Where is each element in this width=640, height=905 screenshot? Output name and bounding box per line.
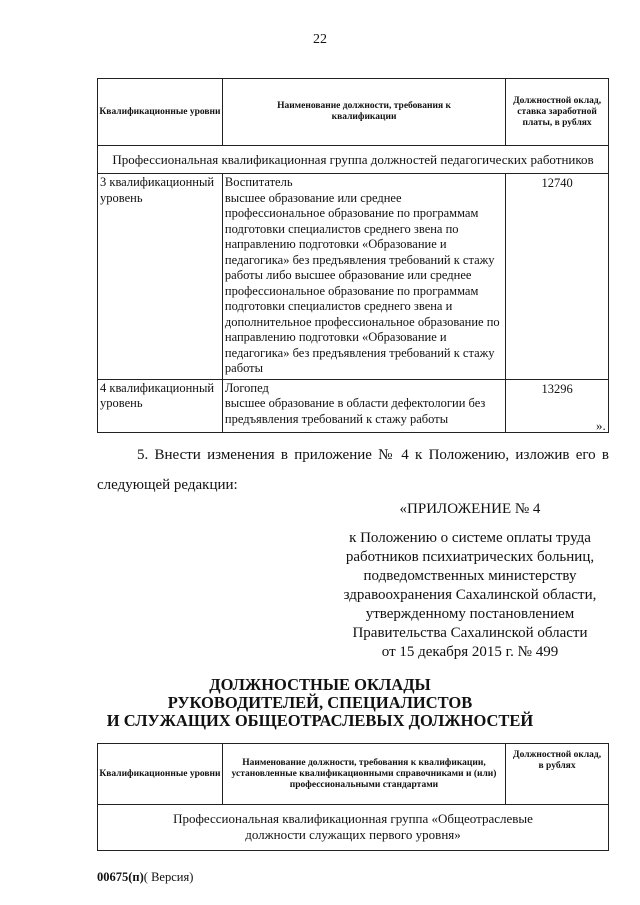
row-position-cell <box>222 379 505 432</box>
salary-table-general <box>97 743 609 851</box>
closing-quote-mark: ». <box>596 418 606 433</box>
footer <box>97 870 193 885</box>
row-salary: 12740 <box>506 174 609 380</box>
table-header-row <box>98 79 609 146</box>
section-title-line: РУКОВОДИТЕЛЕЙ, СПЕЦИАЛИСТОВ <box>167 693 473 712</box>
appendix-line: подведомственных министерству <box>363 568 577 584</box>
section-title-line: И СЛУЖАЩИХ ОБЩЕОТРАСЛЕВЫХ ДОЛЖНОСТЕЙ <box>106 711 534 730</box>
header-salary: Должностной оклад, ставка заработной платы, в рублях <box>506 79 609 146</box>
paragraph-5: 5. Внести изменения в приложение № 4 к Положению, изложив его в следующей редакции: <box>97 447 609 493</box>
appendix-heading: «ПРИЛОЖЕНИЕ № 4 <box>399 501 541 517</box>
row-position-cell <box>222 174 505 380</box>
appendix-line: к Положению о системе оплаты труда <box>349 530 591 546</box>
appendix-line: работников психиатрических больниц, <box>345 549 595 565</box>
header-qualification-levels: Квалификационные уровни <box>98 744 223 805</box>
document-code: 00675(п) <box>97 870 144 884</box>
appendix-line: здравоохранения Сахалинской области, <box>343 587 597 603</box>
position-requirements: высшее образование или среднее профессиональное образование по программам подготовки специалистов среднего звена по направлению подготовки «Образование и педагогика» без предъявления требований к стажу работы либо высшее образование или среднее профессиональное образование по программам подготовки специалистов среднего звена и дополнительное профессиональное образование по направлению подготовки «Образование и педагогика» без предъявления требований к стажу работы <box>224 190 500 375</box>
row-level: 4 квалификационный уровень <box>98 379 223 432</box>
header-salary: Должностной оклад, в рублях <box>506 744 609 805</box>
group-row <box>98 805 609 851</box>
position-name: Воспитатель <box>224 175 293 189</box>
position-name: Логопед <box>224 380 269 395</box>
row-level: 3 квалификационный уровень <box>98 174 223 380</box>
group-title: Профессиональная квалификационная группа «Общеотраслевые должности служащих первого уровня» <box>98 805 609 851</box>
row-salary: 13296 <box>506 379 609 432</box>
header-qualification-levels: Квалификационные уровни <box>98 79 223 146</box>
salary-table-pedagogical <box>97 78 609 433</box>
document-version: ( Версия) <box>143 870 194 884</box>
page-number: 22 <box>313 32 327 47</box>
appendix-line: Правительства Сахалинской области <box>352 625 588 641</box>
appendix-block <box>330 500 610 662</box>
header-position-requirements: Наименование должности, требования к квалификации <box>222 79 505 146</box>
section-title <box>0 676 640 730</box>
appendix-line: от 15 декабря 2015 г. № 499 <box>381 644 559 660</box>
table-row <box>98 379 609 432</box>
group-title: Профессиональная квалификационная группа должностей педагогических работников <box>98 146 609 174</box>
section-title-line: ДОЛЖНОСТНЫЕ ОКЛАДЫ <box>209 675 431 694</box>
position-requirements: высшее образование в области дефектологии без предъявления требований к стажу работы <box>224 396 486 426</box>
table-header-row <box>98 744 609 805</box>
header-position-requirements: Наименование должности, требования к квалификации, установленные квалификационными справочниками и (или) профессиональными стандартами <box>222 744 505 805</box>
group-row <box>98 146 609 174</box>
table-row <box>98 174 609 380</box>
appendix-line: утвержденному постановлением <box>365 606 575 622</box>
